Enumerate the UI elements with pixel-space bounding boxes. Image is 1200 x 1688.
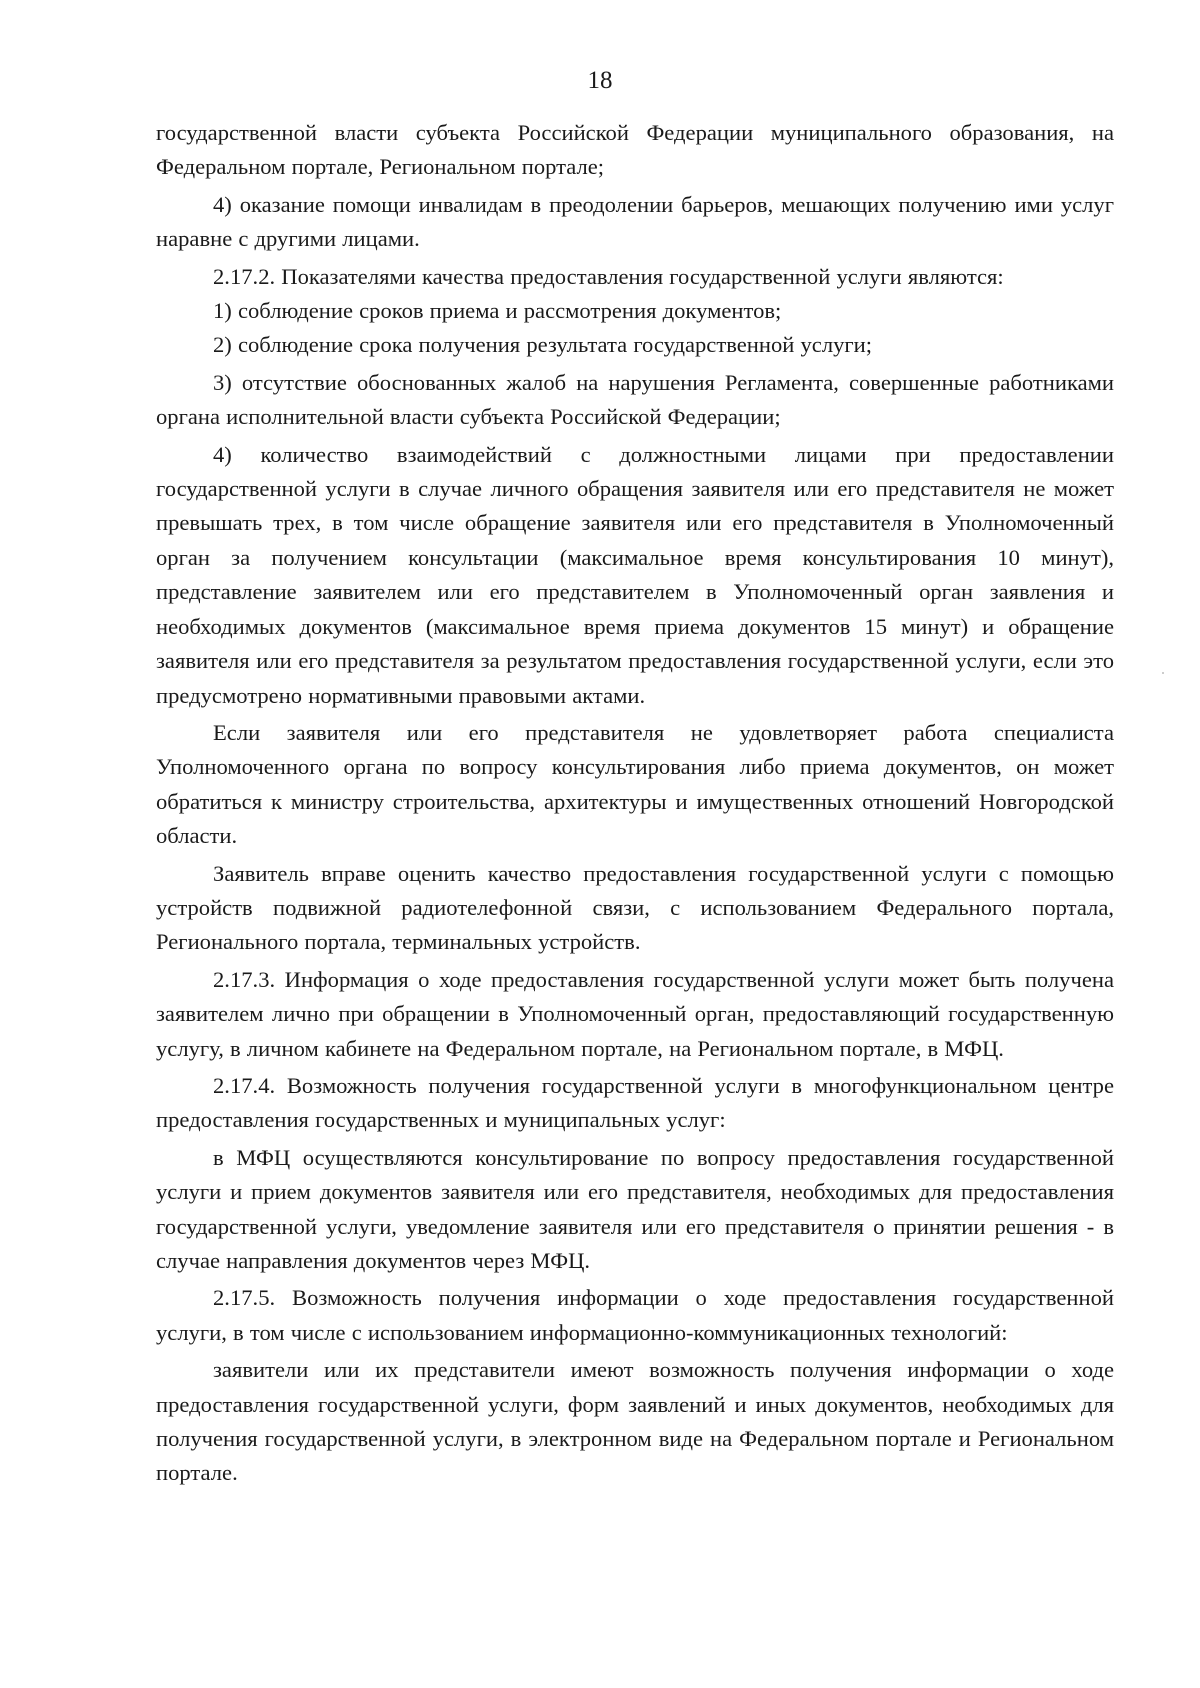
page-number: 18 <box>587 67 613 94</box>
quality-indicator-4: 4) количество взаимодействий с должностными лицами при предоставлении государственной услуги в случае личного обращения заявителя или его представителя не может превышать трех, в том числе обращение заявителя или его представителя в Уполномоченный орган за получением консультации (максимальное время консультирования 10 минут), представление заявителем или его представителем в Уполномоченный орган заявления и необходимых документов (максимальное время приема документов 15 минут) и обращение заявителя или его представителя за результатом предоставления государственной услуги, если это предусмотрено нормативными правовыми актами. <box>156 441 1114 708</box>
quality-indicator-1: 1) соблюдение сроков приема и рассмотрения документов; <box>213 298 782 324</box>
list-item-4-accessibility: 4) оказание помощи инвалидам в преодолении барьеров, мешающих получению ими услуг наравне с другими лицами. <box>156 191 1114 252</box>
paragraph-complaint-minister: Если заявителя или его представителя не удовлетворяет работа специалиста Уполномоченного органа по вопросу консультирования либо приема документов, он может обратиться к министру строительства, архитектуры и имущественных отношений Новгородской области. <box>156 719 1114 849</box>
paragraph-electronic-info: заявители или их представители имеют возможность получения информации о ходе предоставления государственной услуги, форм заявлений и иных документов, необходимых для получения государственной услуги, в электронном виде на Федеральном портале и Региональном портале. <box>156 1357 1114 1486</box>
paragraph-mfc-consulting: в МФЦ осуществляются консультирование по вопросу предоставления государственной услуги и прием документов заявителя или его представителя, необходимых для предоставления государственной услуги, уведомление заявителя или его представителя о принятии решения - в случае направления документов через МФЦ. <box>156 1144 1114 1273</box>
section-2-17-2-heading: 2.17.2. Показателями качества предоставления государственной услуги являются: <box>213 263 1004 289</box>
paragraph-quality-rating: Заявитель вправе оценить качество предоставления государственной услуги с помощью устройств подвижной радиотелефонной связи, с использованием Федерального портала, Регионального портала, терминальных устройств. <box>156 860 1114 955</box>
quality-indicator-2: 2) соблюдение срока получения результата государственной услуги; <box>213 332 873 358</box>
section-2-17-4: 2.17.4. Возможность получения государственной услуги в многофункциональном центре предоставления государственных и муниципальных услуг: <box>156 1072 1114 1133</box>
quality-indicator-3: 3) отсутствие обоснованных жалоб на нарушения Регламента, совершенные работниками органа исполнительной власти субъекта Российской Федерации; <box>156 369 1114 430</box>
document-body <box>156 116 1114 1491</box>
scan-speck <box>1162 672 1164 674</box>
section-2-17-5: 2.17.5. Возможность получения информации о ходе предоставления государственной услуги, в том числе с использованием информационно-коммуникационных технологий: <box>156 1285 1114 1345</box>
paragraph-continuation: государственной власти субъекта Российской Федерации муниципального образования, на Федеральном портале, Региональном портале; <box>156 120 1114 180</box>
section-2-17-3: 2.17.3. Информация о ходе предоставления государственной услуги может быть получена заявителем лично при обращении в Уполномоченный орган, предоставляющий государственную услугу, в личном кабинете на Федеральном портале, на Региональном портале, в МФЦ. <box>156 966 1114 1061</box>
